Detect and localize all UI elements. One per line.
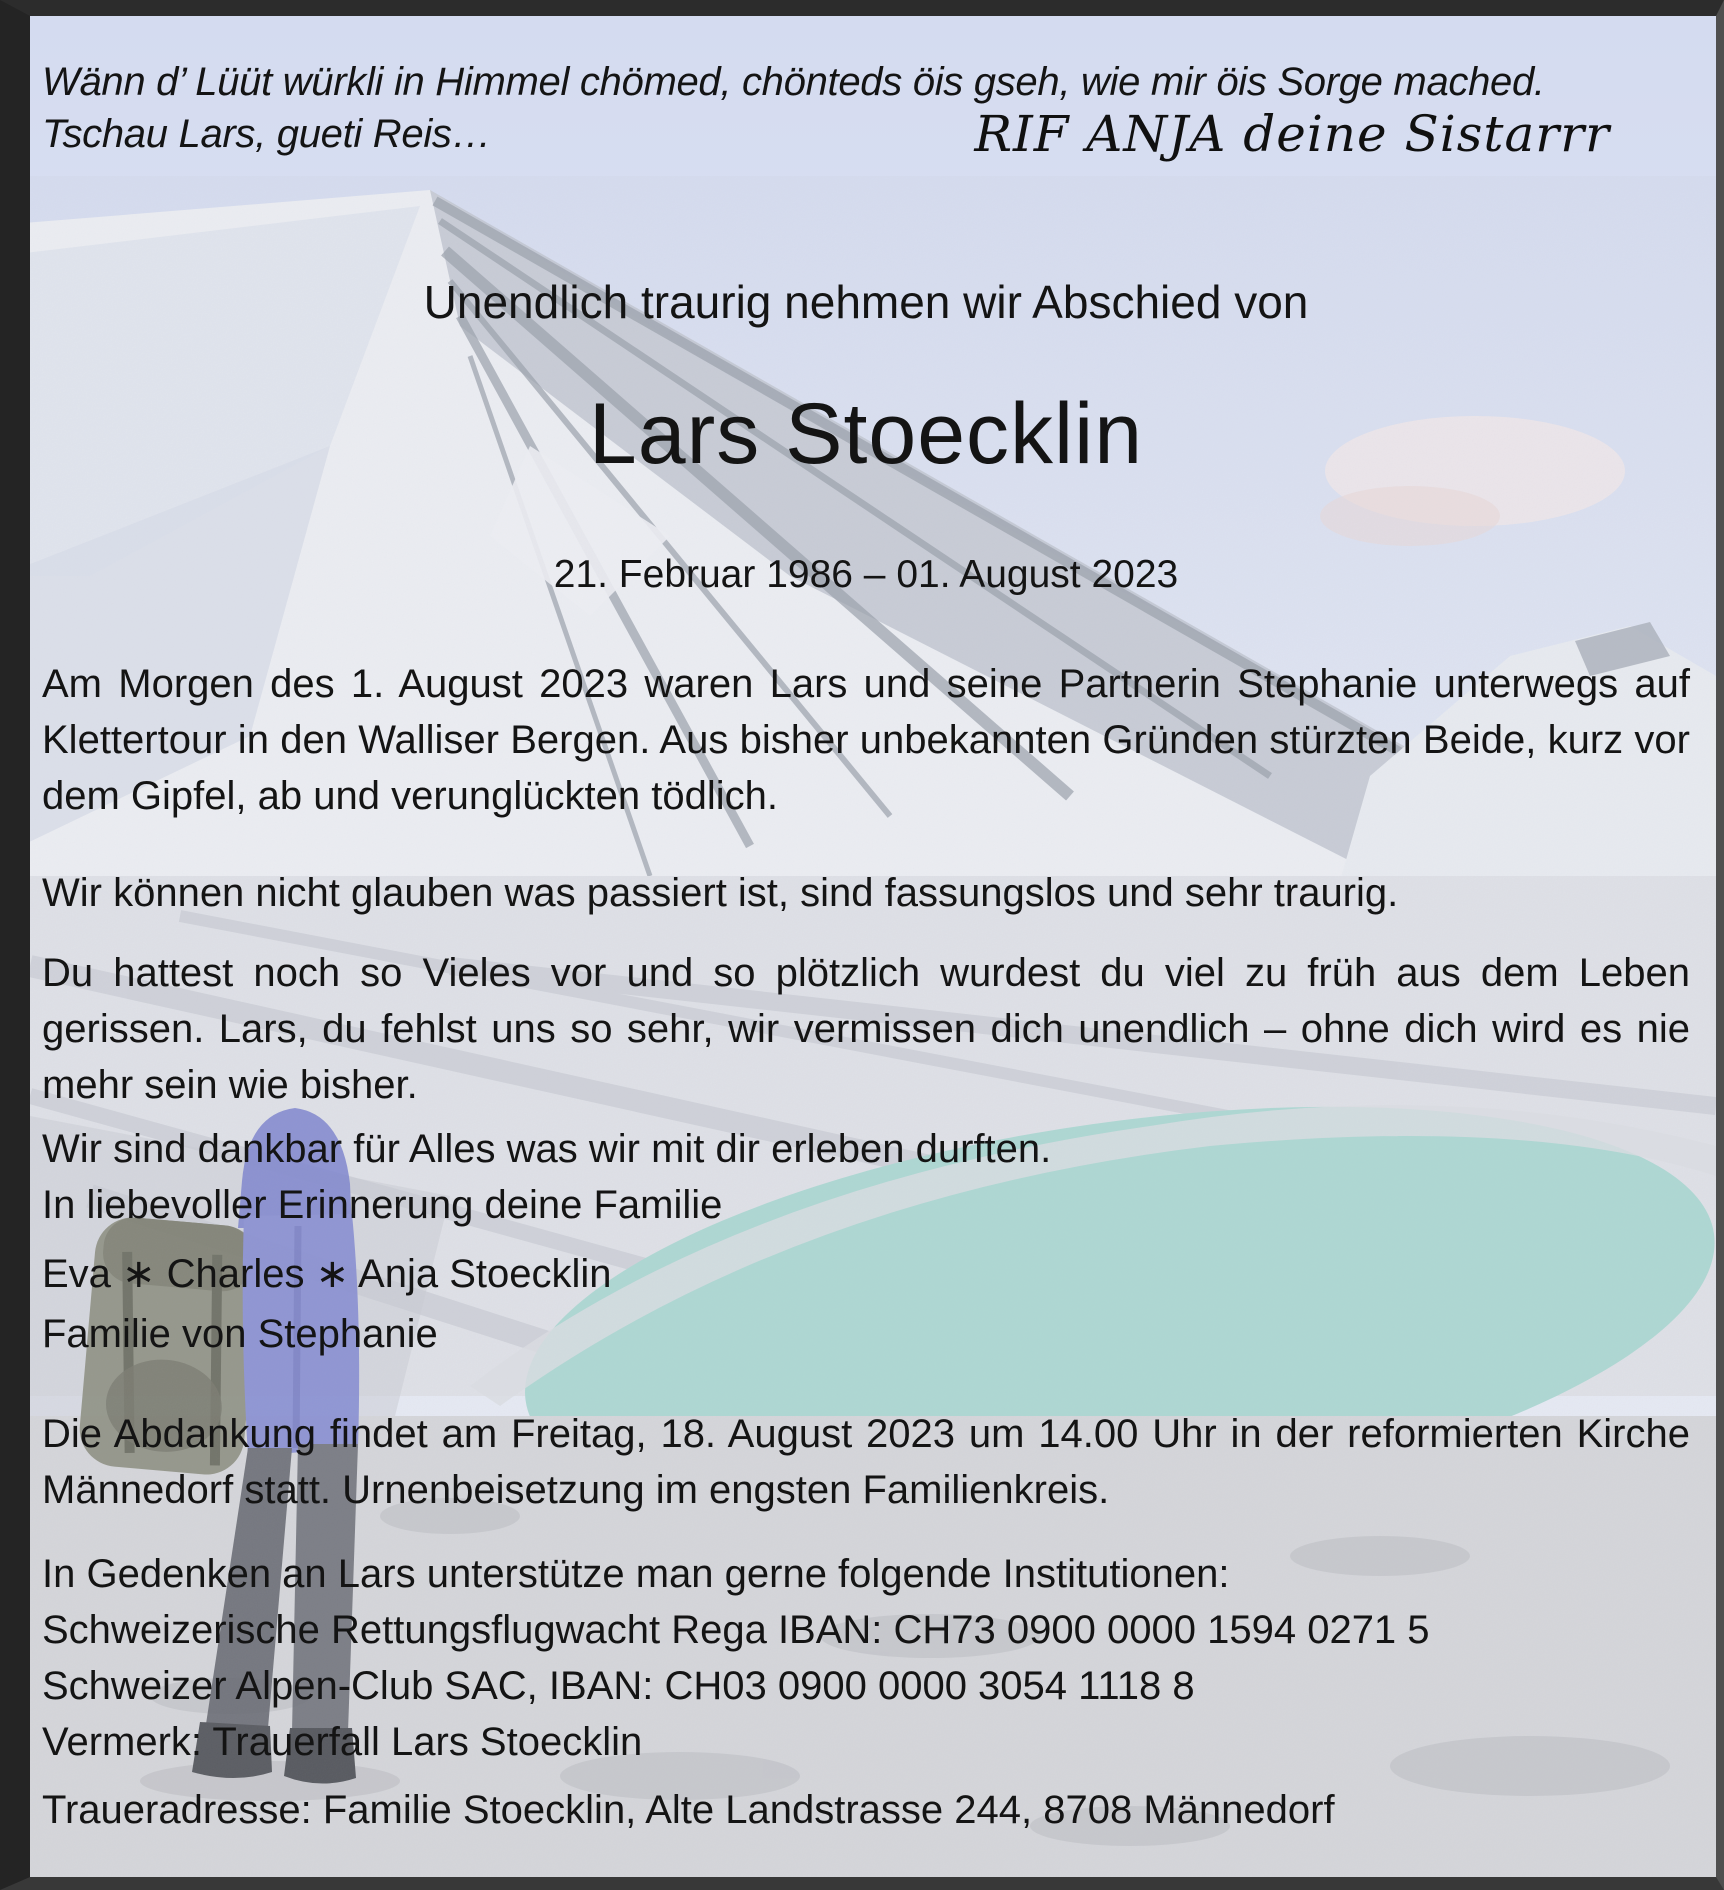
- donations-intro: In Gedenken an Lars unterstütze man gerne folgende Institutionen:: [42, 1552, 1230, 1596]
- dialect-quote: [42, 56, 1690, 163]
- disbelief-paragraph: Wir können nicht glauben was passiert ist, sind fassungslos und sehr traurig.: [42, 871, 1399, 915]
- handwritten-dedication: RIF ANJA deine Sistarrr: [974, 105, 1610, 163]
- family-names: Eva ∗ Charles ∗ Anja Stoecklin: [42, 1252, 612, 1296]
- gratitude-paragraph: [42, 1121, 1690, 1233]
- quote-line-2: Tschau Lars, gueti Reis…: [42, 112, 492, 156]
- deceased-name: Lars Stoecklin: [588, 386, 1144, 482]
- service-paragraph: Die Abdankung findet am Freitag, 18. August 2023 um 14.00 Uhr in der reformierten Kirche Männedorf statt. Urnenbeisetzung im engsten Familienkreis.: [42, 1412, 1690, 1512]
- gratitude-line-2: In liebevoller Erinnerung deine Familie: [42, 1183, 723, 1227]
- donation-rega-iban: Schweizerische Rettungsflugwacht Rega IBAN: CH73 0900 0000 1594 0271 5: [42, 1608, 1430, 1652]
- mourning-address: Traueradresse: Familie Stoecklin, Alte Landstrasse 244, 8708 Männedorf: [42, 1788, 1335, 1832]
- donation-sac-iban: Schweizer Alpen-Club SAC, IBAN: CH03 0900 0000 3054 1118 8: [42, 1664, 1195, 1708]
- accident-paragraph: Am Morgen des 1. August 2023 waren Lars und seine Partnerin Stephanie unterwegs auf Klettertour in den Walliser Bergen. Aus bisher unbekannten Gründen stürzten Beide, kurz vor dem Gipfel, ab und verunglückten tödlich.: [42, 662, 1690, 818]
- missing-paragraph: Du hattest noch so Vieles vor und so plötzlich wurdest du viel zu früh aus dem Leben gerissen. Lars, du fehlst uns so sehr, wir vermissen dich unendlich – ohne dich wird es nie mehr sein wie bisher.: [42, 951, 1690, 1107]
- life-dates: 21. Februar 1986 – 01. August 2023: [553, 553, 1179, 596]
- obituary-text: [30, 56, 1716, 1838]
- quote-line-1: Wänn d’ Lüüt würkli in Himmel chömed, chönteds öis gseh, wie mir öis Sorge mached.: [42, 60, 1545, 104]
- farewell-intro: Unendlich traurig nehmen wir Abschied von: [423, 276, 1309, 328]
- donation-vermerk: Vermerk: Trauerfall Lars Stoecklin: [42, 1720, 643, 1764]
- donations-block: [42, 1546, 1690, 1770]
- family-stephanie: Familie von Stephanie: [42, 1312, 438, 1356]
- gratitude-line-1: Wir sind dankbar für Alles was wir mit dir erleben durften.: [42, 1127, 1052, 1171]
